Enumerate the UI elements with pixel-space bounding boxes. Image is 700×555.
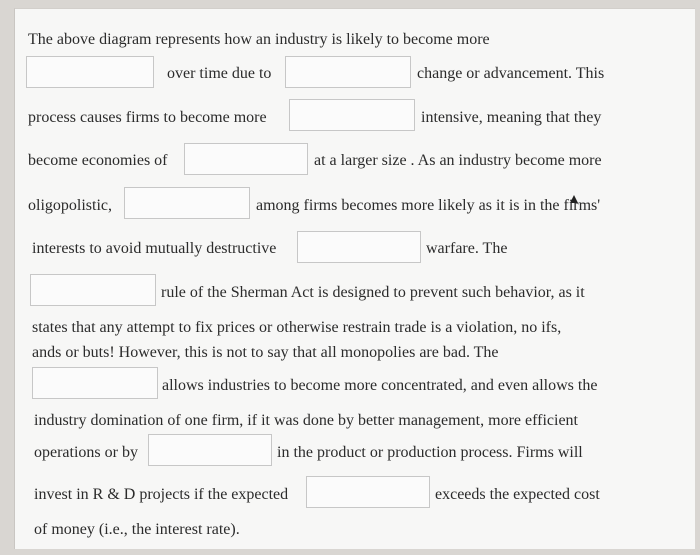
passage-line-12a: operations or by [34, 444, 138, 461]
passage-line-11: industry domination of one firm, if it was done by better management, more efficient [34, 412, 578, 429]
blank-input-8[interactable] [32, 367, 158, 399]
passage-line-1: The above diagram represents how an industry is likely to become more [28, 31, 490, 48]
blank-input-10[interactable] [306, 476, 430, 508]
blank-input-7[interactable] [30, 274, 156, 306]
blank-input-9[interactable] [148, 434, 272, 466]
passage-line-5a: oligopolistic, [28, 197, 112, 214]
mouse-cursor-icon [570, 195, 578, 203]
passage-line-3b: intensive, meaning that they [421, 109, 602, 126]
passage-line-6a: interests to avoid mutually destructive [32, 240, 277, 257]
passage-line-2a: over time due to [167, 65, 272, 82]
passage-line-8: states that any attempt to fix prices or otherwise restrain trade is a violation, no ifs, [32, 319, 562, 336]
blank-input-6[interactable] [297, 231, 421, 263]
passage-line-5b: among firms becomes more likely as it is in the firms' [256, 197, 601, 214]
passage-line-3a: process causes firms to become more [28, 109, 267, 126]
passage-line-10: allows industries to become more concentrated, and even allows the [162, 377, 598, 394]
passage-line-4a: become economies of [28, 152, 168, 169]
blank-input-2[interactable] [285, 56, 411, 88]
passage-line-14: of money (i.e., the interest rate). [34, 521, 240, 538]
blank-input-1[interactable] [26, 56, 154, 88]
passage-line-13a: invest in R & D projects if the expected [34, 486, 289, 503]
passage-line-4b: at a larger size . As an industry become more [314, 152, 602, 169]
blank-input-4[interactable] [184, 143, 308, 175]
passage-line-12b: in the product or production process. Firms will [277, 444, 583, 461]
blank-input-5[interactable] [124, 187, 250, 219]
blank-input-3[interactable] [289, 99, 415, 131]
passage-line-2b: change or advancement. This [417, 65, 605, 82]
passage-line-6b: warfare. The [426, 240, 508, 257]
passage-line-13b: exceeds the expected cost [435, 486, 600, 503]
passage-line-7: rule of the Sherman Act is designed to prevent such behavior, as it [161, 284, 585, 301]
passage-line-9: ands or buts! However, this is not to say that all monopolies are bad. The [32, 344, 499, 361]
